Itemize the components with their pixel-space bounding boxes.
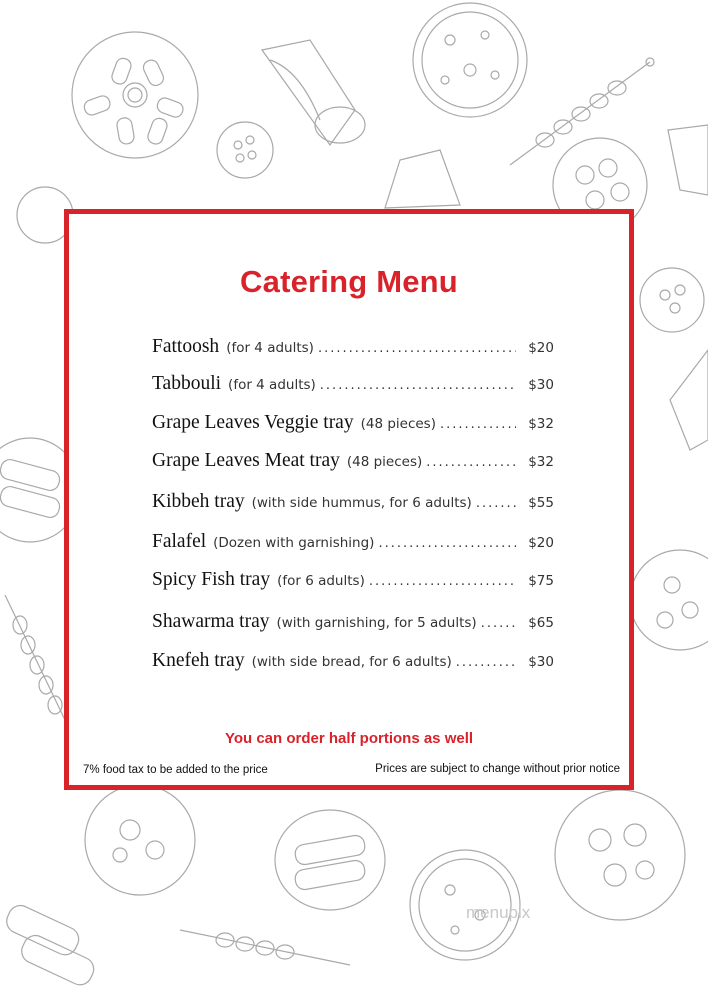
menu-item (152, 412, 554, 440)
menu-item (152, 450, 554, 478)
menu-title: Catering Menu (240, 264, 458, 299)
item-note: (Dozen with garnishing) (213, 535, 375, 551)
item-price: $30 (528, 654, 554, 670)
item-note: (with side hummus, for 6 adults) (251, 495, 472, 511)
bread-sketch (668, 125, 708, 195)
item-note: (with side bread, for 6 adults) (251, 654, 452, 670)
watermark: menupix (466, 903, 531, 922)
item-name: Shawarma tray (152, 611, 270, 632)
menu-item (152, 373, 554, 401)
item-name: Grape Leaves Veggie tray (152, 412, 354, 433)
item-note: (for 4 adults) (228, 377, 316, 393)
menu-item (152, 491, 554, 519)
item-name: Knefeh tray (152, 650, 245, 671)
dot-leader (440, 417, 516, 432)
item-name: Falafel (152, 531, 207, 552)
item-note: (for 4 adults) (226, 340, 314, 356)
half-portions-note: You can order half portions as well (224, 730, 474, 747)
item-price: $65 (528, 615, 554, 631)
menu-item (152, 650, 554, 678)
menu-item (152, 531, 554, 559)
item-price: $32 (528, 416, 554, 432)
rolls-bottom-sketch (275, 810, 385, 910)
pomegranate-sketch (217, 122, 273, 178)
platter-right-sketch (630, 550, 708, 650)
item-price: $75 (528, 573, 554, 589)
dot-leader (378, 536, 516, 551)
dot-leader (320, 378, 516, 393)
dot-leader (476, 496, 516, 511)
pizza-sketch (413, 3, 527, 117)
rolls-bottom-left-sketch (3, 902, 98, 989)
item-note: (with garnishing, for 5 adults) (276, 615, 477, 631)
wrap-right-sketch (670, 350, 708, 450)
kebab-sketch (510, 58, 654, 165)
item-price: $32 (528, 454, 554, 470)
menu-item (152, 611, 554, 639)
item-price: $30 (528, 377, 554, 393)
item-note: (for 6 adults) (277, 573, 365, 589)
item-name: Grape Leaves Meat tray (152, 450, 340, 471)
menu-card (64, 209, 634, 790)
pan-sketch (555, 790, 685, 920)
item-name: Spicy Fish tray (152, 569, 271, 590)
item-note: (48 pieces) (346, 454, 423, 470)
mezze-plate-sketch (85, 785, 195, 895)
item-price: $20 (528, 535, 554, 551)
item-price: $55 (528, 495, 554, 511)
skewer-left-sketch (5, 595, 65, 720)
wrap-sketch (262, 40, 365, 145)
tax-note: 7% food tax to be added to the price (83, 764, 268, 776)
item-name: Fattoosh (152, 336, 220, 357)
dot-leader (369, 574, 516, 589)
price-change-note: Prices are subject to change without prior notice (375, 763, 620, 775)
item-name: Tabbouli (152, 373, 222, 394)
dot-leader (318, 341, 516, 356)
sandwich-sketch (385, 150, 460, 208)
dot-leader (481, 616, 516, 631)
item-name: Kibbeh tray (152, 491, 245, 512)
dot-leader (426, 455, 516, 470)
pomegranate-right-sketch (640, 268, 704, 332)
skewer-bottom-sketch (180, 930, 350, 965)
menu-item (152, 569, 554, 597)
dot-leader (456, 655, 516, 670)
pastry-plate-sketch (72, 32, 198, 158)
item-price: $20 (528, 340, 554, 356)
menu-item (152, 336, 554, 364)
item-note: (48 pieces) (360, 416, 436, 432)
